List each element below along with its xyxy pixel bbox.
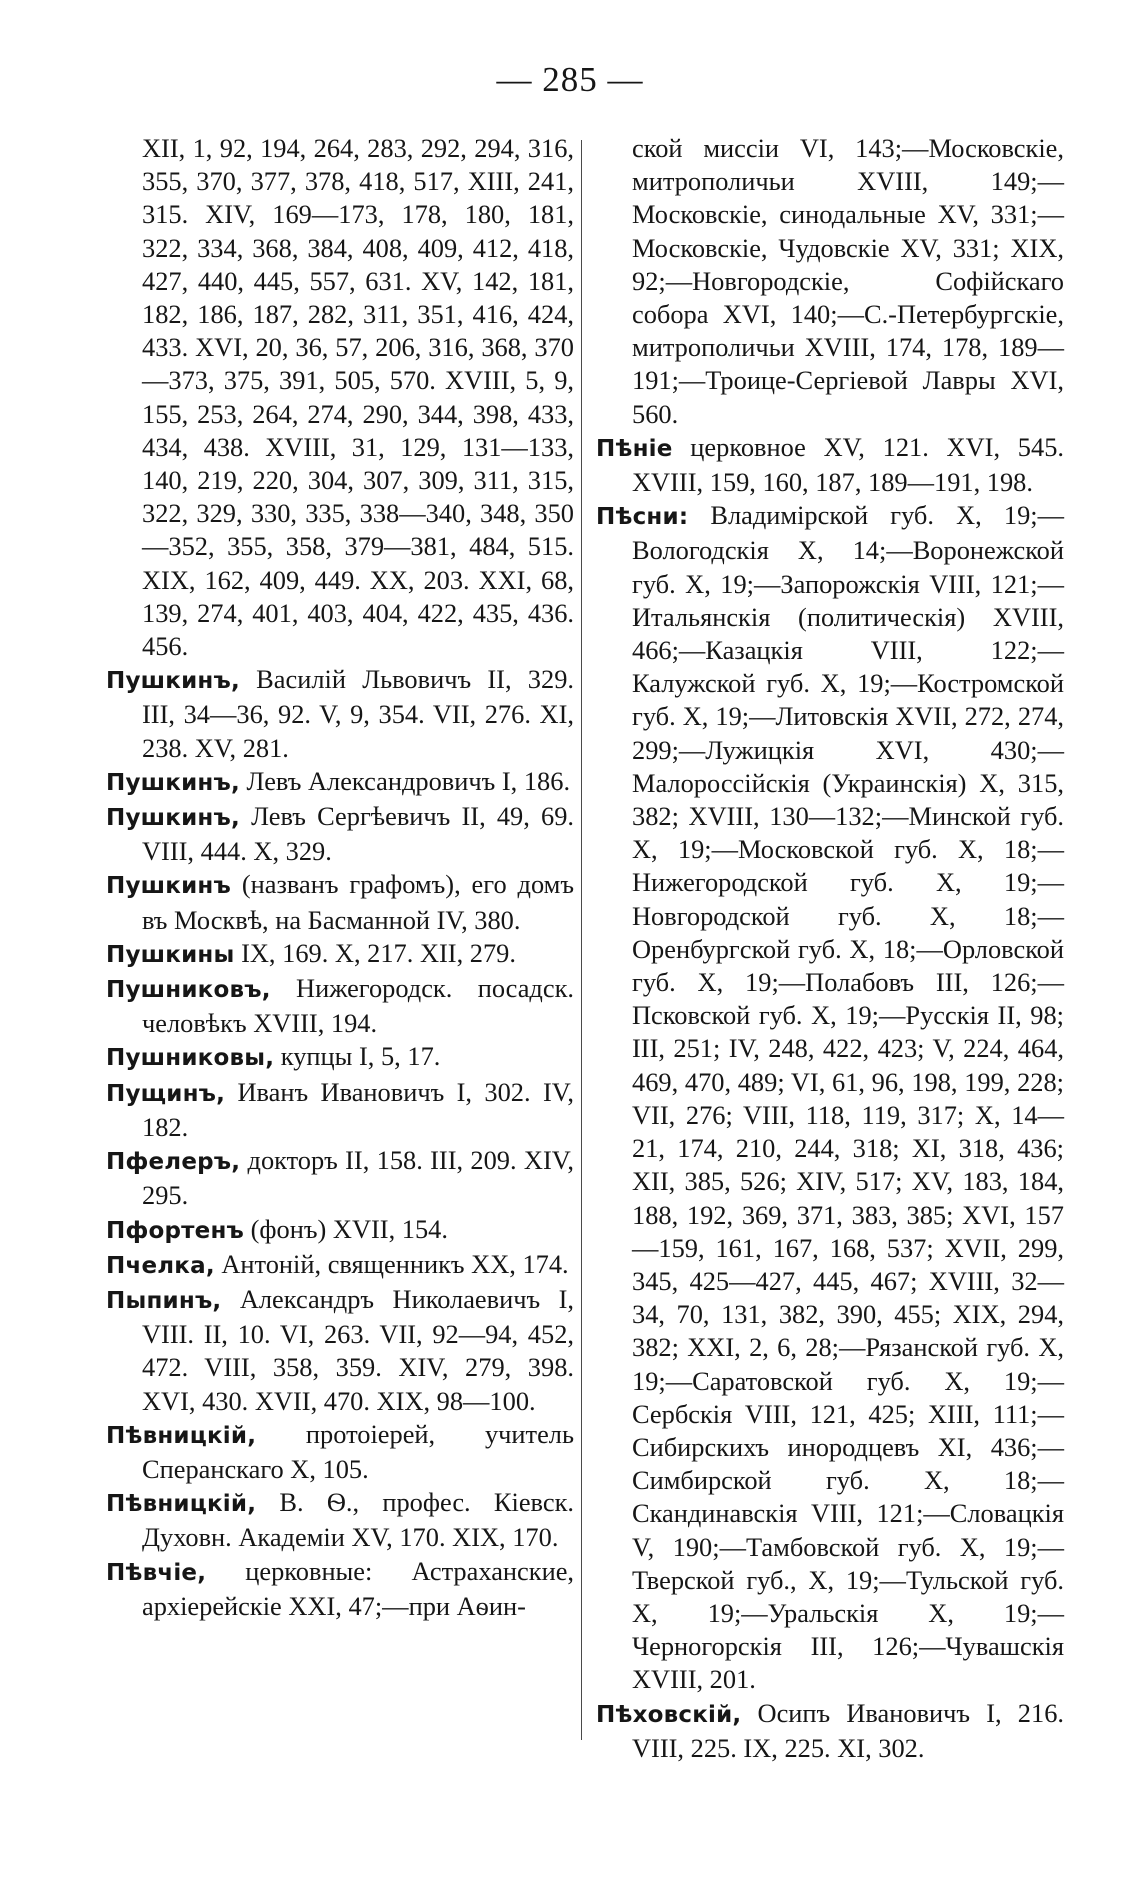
entry-heading: Пѣвчіе, bbox=[106, 1559, 207, 1586]
right-column bbox=[596, 132, 1064, 1765]
index-entry bbox=[106, 1486, 574, 1554]
index-entry bbox=[106, 1040, 574, 1075]
index-entry bbox=[106, 1248, 574, 1283]
entry-heading: Пѣховскій, bbox=[596, 1701, 742, 1728]
entry-text: протоіерей, учитель Сперанскаго X, 105. bbox=[142, 1418, 574, 1484]
entry-heading: Пушниковы, bbox=[106, 1045, 275, 1072]
entry-heading: Пущинъ, bbox=[106, 1080, 226, 1107]
entry-text: Антоній, священникъ XX, 174. bbox=[214, 1248, 569, 1279]
entry-heading: Пчелка, bbox=[106, 1252, 215, 1279]
index-entry bbox=[106, 972, 574, 1040]
index-entry bbox=[106, 1418, 574, 1486]
index-entry bbox=[596, 499, 1064, 1696]
entry-heading: Пфортенъ bbox=[106, 1217, 245, 1244]
entry-text: церковное XV, 121. XVI, 545. XVIII, 159, 160, 187, 189—191, 198. bbox=[632, 431, 1064, 498]
entry-text: Иванъ Ивановичъ I, 302. IV, 182. bbox=[142, 1076, 574, 1142]
entry-heading: Пѣніе bbox=[596, 435, 673, 462]
entry-text: Василій Львовичъ II, 329. III, 34—36, 92. V, 9, 354. VII, 276. XI, 238. XV, 281. bbox=[142, 664, 574, 763]
entry-heading: Пушкины bbox=[106, 941, 235, 968]
continued-entry-text: XII, 1, 92, 194, 264, 283, 292, 294, 316, 355, 370, 377, 378, 418, 517, XIII, 241, 315. XIV, 169—173, 178, 180, 181, 322, 334, 368, 384, 408, 409, 412, 418, 427, 440, 445, 557, 631. XV, 142, 181, 182, 186, 187, 282, 311, 351, 416, 424, 433. XVI, 20, 36, 57, 206, 316, 368, 370—373, 375, 391, 505, 570. XVIII, 5, 9, 155, 253, 264, 274, 290, 344, 398, 433, 434, 438. XVIII, 31, 129, 131—133, 140, 219, 220, 304, 307, 309, 311, 315, 322, 329, 330, 335, 338—340, 348, 350—352, 355, 358, 379—381, 484, 515. XIX, 162, 409, 449. XX, 203. XXI, 68, 139, 274, 401, 403, 404, 422, 435, 436. 456. bbox=[142, 133, 574, 662]
entry-text: (названъ графомъ), его домъ въ Москвѣ, на Басманной IV, 380. bbox=[142, 869, 574, 935]
entry-heading: Пфелеръ, bbox=[106, 1149, 241, 1176]
left-column bbox=[106, 132, 574, 1623]
entry-heading: Пыпинъ, bbox=[106, 1287, 222, 1314]
entry-heading: Пѣсни: bbox=[596, 504, 689, 531]
page-number: — 285 — bbox=[496, 60, 644, 99]
entry-heading: Пушкинъ, bbox=[106, 805, 240, 832]
index-entry bbox=[106, 1555, 574, 1623]
entry-heading: Пушниковъ, bbox=[106, 977, 271, 1004]
index-entry bbox=[596, 431, 1064, 499]
entry-text: церковные: Астраханские, архіерейскіе XXI, 47;—при Аѳин- bbox=[142, 1555, 574, 1621]
entry-heading: Пѣвницкій, bbox=[106, 1491, 257, 1518]
entry-text: купцы I, 5, 17. bbox=[274, 1041, 441, 1072]
entry-heading: Пѣвницкій, bbox=[106, 1422, 257, 1449]
index-entry bbox=[106, 937, 574, 972]
index-entry bbox=[106, 765, 574, 800]
entry-heading: Пушкинъ, bbox=[106, 668, 240, 695]
index-entry bbox=[106, 663, 574, 765]
entry-heading: Пушкинъ bbox=[106, 873, 231, 900]
entry-text: (фонъ) XVII, 154. bbox=[244, 1213, 448, 1244]
entry-text: Владимірской губ. X, 19;—Вологодскія X, 14;—Воронежской губ. X, 19;—Запорожскія VIII, 121;—Итальянскія (политическія) XVIII, 466;—Казацкія VIII, 122;—Калужской губ. X, 19;—Костромской губ. X, 19;—Литовскія XVII, 272, 274, 299;—Лужицкія XVI, 430;—Малороссійскія (Украинскія) X, 315, 382; XVIII, 130—132;—Минской губ. X, 19;—Московской губ. X, 18;—Нижегородской губ. X, 19;—Новгородской губ. X, 18;—Оренбургской губ. X, 18;—Орловской губ. X, 19;—Полабовъ III, 126;—Псковской губ. X, 19;—Русскія II, 98; III, 251; IV, 248, 422, 423; V, 224, 464, 469, 470, 489; VI, 61, 96, 198, 199, 228; VII, 276; VIII, 118, 119, 317; X, 14—21, 174, 210, 244, 318; XI, 318, 436; XII, 385, 526; XIV, 517; XV, 183, 184, 188, 192, 369, 371, 383, 385; XVI, 157—159, 161, 167, 168, 537; XVII, 299, 345, 425—427, 445, 467; XVIII, 32—34, 70, 131, 382, 390, 455; XIX, 294, 382; XXI, 2, 6, 28;—Рязанской губ. X, 19;—Саратовской губ. X, 19;—Сербскія VIII, 121, 425; XIII, 111;—Сибирскихъ инородцевъ XI, 436;—Симбирской губ. X, 18;—Скандинавскія VIII, 121;—Словацкія V, 190;—Тамбовской губ. X, 19;—Тверской губ., X, 19;—Тульской губ. X, 19;—Уральскія X, 19;—Черногорскія III, 126;—Чувашскія XVIII, 201. bbox=[632, 500, 1064, 1695]
entry-text: Александръ Николаевичъ I, VIII. II, 10. VI, 263. VII, 92—94, 452, 472. VIII, 358, 359. XIV, 279, 398. XVI, 430. XVII, 470. XIX, 98—100. bbox=[142, 1283, 574, 1416]
index-entry bbox=[106, 868, 574, 936]
index-entry bbox=[106, 1076, 574, 1144]
index-entry bbox=[106, 1213, 574, 1248]
index-entry bbox=[596, 1697, 1064, 1765]
entry-text: Осипъ Ивановичъ I, 216. VIII, 225. IX, 225. XI, 302. bbox=[632, 1697, 1064, 1763]
index-entry bbox=[106, 800, 574, 868]
entry-text: В. Ѳ., профес. Кіевск. Духовн. Академіи XV, 170. XIX, 170. bbox=[142, 1487, 574, 1553]
index-entry bbox=[106, 1283, 574, 1418]
continued-entry-text: ской миссіи VI, 143;—Московскіе, митрополичьи XVIII, 149;—Московскіе, синодальные XV, 331;—Московскіе, Чудовскіе XV, 331; XIX, 92;—Новгородскіе, Софійскаго собора XVI, 140;—С.-Петербургскіе, митрополичьи XVIII, 174, 178, 189—191;—Троице-Сергіевой Лавры XVI, 560. bbox=[632, 133, 1064, 429]
entry-text: Левъ Сергѣевичъ II, 49, 69. VIII, 444. X, 329. bbox=[142, 801, 574, 867]
entry-text: Нижегородск. посадск. человѣкъ XVIII, 194. bbox=[142, 973, 574, 1039]
entry-text: Левъ Александровичъ I, 186. bbox=[239, 765, 571, 796]
entry-text: IX, 169. X, 217. XII, 279. bbox=[234, 937, 516, 968]
index-entry bbox=[106, 1144, 574, 1212]
column-divider bbox=[581, 140, 582, 1740]
entry-text: докторъ II, 158. III, 209. XIV, 295. bbox=[142, 1145, 574, 1211]
entry-heading: Пушкинъ, bbox=[106, 769, 240, 796]
